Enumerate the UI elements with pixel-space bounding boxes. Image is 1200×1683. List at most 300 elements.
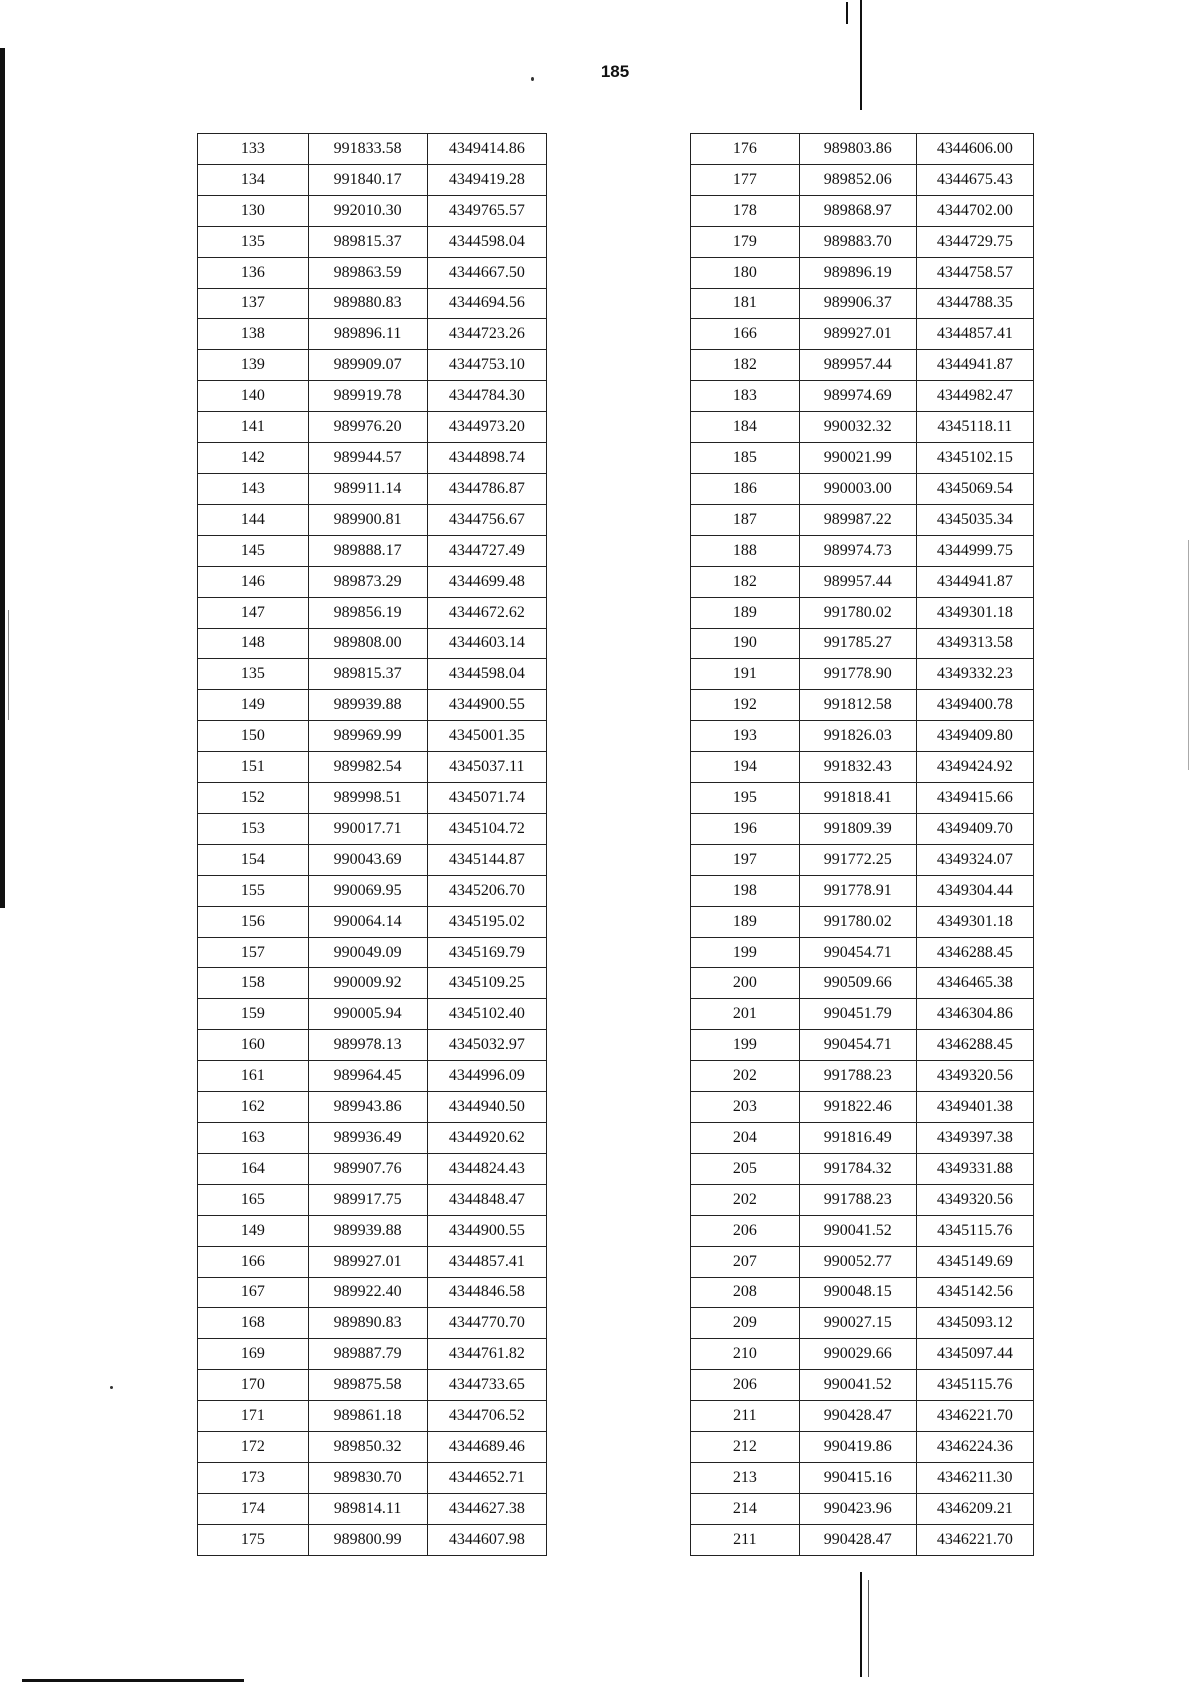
point-number-cell: 204	[691, 1123, 800, 1154]
y-coordinate-cell: 4344982.47	[916, 381, 1033, 412]
x-coordinate-cell: 989957.44	[799, 566, 916, 597]
left-table-row	[198, 1493, 547, 1524]
y-coordinate-cell: 4346221.70	[916, 1401, 1033, 1432]
y-coordinate-cell: 4349313.58	[916, 628, 1033, 659]
left-table-row	[198, 473, 547, 504]
left-table-row	[198, 412, 547, 443]
right-table-row	[691, 906, 1034, 937]
left-table-row	[198, 597, 547, 628]
y-coordinate-cell: 4344652.71	[427, 1462, 546, 1493]
point-number-cell: 154	[198, 844, 309, 875]
point-number-cell: 195	[691, 783, 800, 814]
right-table-row	[691, 164, 1034, 195]
left-table-row	[198, 1308, 547, 1339]
point-number-cell: 212	[691, 1432, 800, 1463]
x-coordinate-cell: 989815.37	[308, 659, 427, 690]
y-coordinate-cell: 4345097.44	[916, 1339, 1033, 1370]
x-coordinate-cell: 990021.99	[799, 443, 916, 474]
y-coordinate-cell: 4345115.76	[916, 1215, 1033, 1246]
y-coordinate-cell: 4344920.62	[427, 1123, 546, 1154]
point-number-cell: 164	[198, 1153, 309, 1184]
y-coordinate-cell: 4344689.46	[427, 1432, 546, 1463]
x-coordinate-cell: 991788.23	[799, 1061, 916, 1092]
x-coordinate-cell: 989974.73	[799, 535, 916, 566]
x-coordinate-cell: 989861.18	[308, 1401, 427, 1432]
left-table-row	[198, 721, 547, 752]
x-coordinate-cell: 991784.32	[799, 1153, 916, 1184]
point-number-cell: 177	[691, 164, 800, 195]
y-coordinate-cell: 4344786.87	[427, 473, 546, 504]
x-coordinate-cell: 989873.29	[308, 566, 427, 597]
point-number-cell: 196	[691, 813, 800, 844]
left-table-row	[198, 844, 547, 875]
right-table-row	[691, 226, 1034, 257]
x-coordinate-cell: 989917.75	[308, 1184, 427, 1215]
point-number-cell: 169	[198, 1339, 309, 1370]
x-coordinate-cell: 989856.19	[308, 597, 427, 628]
point-number-cell: 142	[198, 443, 309, 474]
x-coordinate-cell: 991826.03	[799, 721, 916, 752]
x-coordinate-cell: 991832.43	[799, 752, 916, 783]
right-table-row	[691, 597, 1034, 628]
point-number-cell: 141	[198, 412, 309, 443]
right-table-row	[691, 257, 1034, 288]
point-number-cell: 143	[198, 473, 309, 504]
y-coordinate-cell: 4346221.70	[916, 1524, 1033, 1555]
point-number-cell: 202	[691, 1061, 800, 1092]
point-number-cell: 213	[691, 1462, 800, 1493]
point-number-cell: 176	[691, 134, 800, 165]
x-coordinate-cell: 989896.19	[799, 257, 916, 288]
point-number-cell: 172	[198, 1432, 309, 1463]
x-coordinate-cell: 989814.11	[308, 1493, 427, 1524]
point-number-cell: 138	[198, 319, 309, 350]
x-coordinate-cell: 990428.47	[799, 1401, 916, 1432]
y-coordinate-cell: 4349304.44	[916, 875, 1033, 906]
y-coordinate-cell: 4344973.20	[427, 412, 546, 443]
right-table-row	[691, 659, 1034, 690]
point-number-cell: 139	[198, 350, 309, 381]
right-table-row	[691, 1061, 1034, 1092]
point-number-cell: 163	[198, 1123, 309, 1154]
x-coordinate-cell: 992010.30	[308, 195, 427, 226]
right-table-row	[691, 1092, 1034, 1123]
y-coordinate-cell: 4345035.34	[916, 504, 1033, 535]
y-coordinate-cell: 4349401.38	[916, 1092, 1033, 1123]
left-table-row	[198, 1123, 547, 1154]
x-coordinate-cell: 989943.86	[308, 1092, 427, 1123]
point-number-cell: 168	[198, 1308, 309, 1339]
y-coordinate-cell: 4344770.70	[427, 1308, 546, 1339]
point-number-cell: 151	[198, 752, 309, 783]
x-coordinate-cell: 989974.69	[799, 381, 916, 412]
y-coordinate-cell: 4349415.66	[916, 783, 1033, 814]
right-table-row	[691, 1370, 1034, 1401]
right-table-row	[691, 195, 1034, 226]
y-coordinate-cell: 4345195.02	[427, 906, 546, 937]
y-coordinate-cell: 4349424.92	[916, 752, 1033, 783]
right-table-row	[691, 937, 1034, 968]
y-coordinate-cell: 4346288.45	[916, 937, 1033, 968]
left-table-row	[198, 1370, 547, 1401]
x-coordinate-cell: 989888.17	[308, 535, 427, 566]
y-coordinate-cell: 4345037.11	[427, 752, 546, 783]
right-table-row	[691, 1462, 1034, 1493]
x-coordinate-cell: 989982.54	[308, 752, 427, 783]
right-table-row	[691, 1153, 1034, 1184]
x-coordinate-cell: 991833.58	[308, 134, 427, 165]
left-table-row	[198, 1061, 547, 1092]
right-table-row	[691, 566, 1034, 597]
right-table-row	[691, 1401, 1034, 1432]
x-coordinate-cell: 991822.46	[799, 1092, 916, 1123]
point-number-cell: 198	[691, 875, 800, 906]
y-coordinate-cell: 4344756.67	[427, 504, 546, 535]
x-coordinate-cell: 990032.32	[799, 412, 916, 443]
right-table-row	[691, 1308, 1034, 1339]
right-table-row	[691, 134, 1034, 165]
scan-edge-line	[8, 610, 9, 720]
x-coordinate-cell: 990048.15	[799, 1277, 916, 1308]
point-number-cell: 136	[198, 257, 309, 288]
y-coordinate-cell: 4345169.79	[427, 937, 546, 968]
right-table-row	[691, 1030, 1034, 1061]
x-coordinate-cell: 990415.16	[799, 1462, 916, 1493]
y-coordinate-cell: 4344598.04	[427, 659, 546, 690]
point-number-cell: 186	[691, 473, 800, 504]
left-table-row	[198, 288, 547, 319]
y-coordinate-cell: 4345001.35	[427, 721, 546, 752]
point-number-cell: 192	[691, 690, 800, 721]
y-coordinate-cell: 4344999.75	[916, 535, 1033, 566]
left-table-row	[198, 875, 547, 906]
x-coordinate-cell: 989880.83	[308, 288, 427, 319]
point-number-cell: 153	[198, 813, 309, 844]
y-coordinate-cell: 4345109.25	[427, 968, 546, 999]
x-coordinate-cell: 990041.52	[799, 1215, 916, 1246]
point-number-cell: 184	[691, 412, 800, 443]
x-coordinate-cell: 989875.58	[308, 1370, 427, 1401]
x-coordinate-cell: 989957.44	[799, 350, 916, 381]
left-table-row	[198, 257, 547, 288]
y-coordinate-cell: 4344753.10	[427, 350, 546, 381]
x-coordinate-cell: 989800.99	[308, 1524, 427, 1555]
y-coordinate-cell: 4346465.38	[916, 968, 1033, 999]
point-number-cell: 147	[198, 597, 309, 628]
y-coordinate-cell: 4345115.76	[916, 1370, 1033, 1401]
x-coordinate-cell: 991788.23	[799, 1184, 916, 1215]
y-coordinate-cell: 4344598.04	[427, 226, 546, 257]
y-coordinate-cell: 4349332.23	[916, 659, 1033, 690]
x-coordinate-cell: 989852.06	[799, 164, 916, 195]
y-coordinate-cell: 4344846.58	[427, 1277, 546, 1308]
x-coordinate-cell: 989936.49	[308, 1123, 427, 1154]
y-coordinate-cell: 4349397.38	[916, 1123, 1033, 1154]
point-number-cell: 191	[691, 659, 800, 690]
point-number-cell: 181	[691, 288, 800, 319]
left-table-row	[198, 1277, 547, 1308]
point-number-cell: 156	[198, 906, 309, 937]
point-number-cell: 133	[198, 134, 309, 165]
point-number-cell: 157	[198, 937, 309, 968]
x-coordinate-cell: 990419.86	[799, 1432, 916, 1463]
point-number-cell: 178	[691, 195, 800, 226]
right-table-row	[691, 1246, 1034, 1277]
y-coordinate-cell: 4344940.50	[427, 1092, 546, 1123]
y-coordinate-cell: 4345032.97	[427, 1030, 546, 1061]
left-table-row	[198, 164, 547, 195]
left-table-row	[198, 443, 547, 474]
y-coordinate-cell: 4346224.36	[916, 1432, 1033, 1463]
y-coordinate-cell: 4349320.56	[916, 1061, 1033, 1092]
y-coordinate-cell: 4345093.12	[916, 1308, 1033, 1339]
point-number-cell: 180	[691, 257, 800, 288]
y-coordinate-cell: 4345069.54	[916, 473, 1033, 504]
point-number-cell: 189	[691, 597, 800, 628]
point-number-cell: 193	[691, 721, 800, 752]
left-table-row	[198, 783, 547, 814]
y-coordinate-cell: 4345206.70	[427, 875, 546, 906]
point-number-cell: 166	[198, 1246, 309, 1277]
y-coordinate-cell: 4344672.62	[427, 597, 546, 628]
x-coordinate-cell: 990049.09	[308, 937, 427, 968]
scan-edge-line-right	[1188, 540, 1189, 770]
y-coordinate-cell: 4344900.55	[427, 690, 546, 721]
point-number-cell: 206	[691, 1215, 800, 1246]
point-number-cell: 189	[691, 906, 800, 937]
x-coordinate-cell: 991785.27	[799, 628, 916, 659]
y-coordinate-cell: 4344941.87	[916, 566, 1033, 597]
x-coordinate-cell: 989907.76	[308, 1153, 427, 1184]
point-number-cell: 162	[198, 1092, 309, 1123]
y-coordinate-cell: 4346304.86	[916, 999, 1033, 1030]
right-table-row	[691, 1493, 1034, 1524]
left-table-row	[198, 968, 547, 999]
right-table-row	[691, 473, 1034, 504]
point-number-cell: 175	[198, 1524, 309, 1555]
x-coordinate-cell: 991816.49	[799, 1123, 916, 1154]
point-number-cell: 182	[691, 350, 800, 381]
x-coordinate-cell: 989909.07	[308, 350, 427, 381]
x-coordinate-cell: 991780.02	[799, 906, 916, 937]
point-number-cell: 209	[691, 1308, 800, 1339]
x-coordinate-cell: 989964.45	[308, 1061, 427, 1092]
y-coordinate-cell: 4344702.00	[916, 195, 1033, 226]
x-coordinate-cell: 990509.66	[799, 968, 916, 999]
y-coordinate-cell: 4345071.74	[427, 783, 546, 814]
right-table-row	[691, 381, 1034, 412]
x-coordinate-cell: 989939.88	[308, 1215, 427, 1246]
x-coordinate-cell: 989919.78	[308, 381, 427, 412]
scan-fold-line-top	[846, 2, 848, 24]
right-table-row	[691, 1277, 1034, 1308]
point-number-cell: 160	[198, 1030, 309, 1061]
point-number-cell: 158	[198, 968, 309, 999]
x-coordinate-cell: 989815.37	[308, 226, 427, 257]
left-table-row	[198, 1246, 547, 1277]
x-coordinate-cell: 989906.37	[799, 288, 916, 319]
point-number-cell: 173	[198, 1462, 309, 1493]
y-coordinate-cell: 4344627.38	[427, 1493, 546, 1524]
right-table-row	[691, 319, 1034, 350]
point-number-cell: 148	[198, 628, 309, 659]
point-number-cell: 146	[198, 566, 309, 597]
y-coordinate-cell: 4345149.69	[916, 1246, 1033, 1277]
y-coordinate-cell: 4344675.43	[916, 164, 1033, 195]
y-coordinate-cell: 4349414.86	[427, 134, 546, 165]
point-number-cell: 185	[691, 443, 800, 474]
left-table-row	[198, 1462, 547, 1493]
right-table-row	[691, 813, 1034, 844]
x-coordinate-cell: 989803.86	[799, 134, 916, 165]
left-table-row	[198, 1092, 547, 1123]
left-table-row	[198, 906, 547, 937]
y-coordinate-cell: 4344898.74	[427, 443, 546, 474]
y-coordinate-cell: 4344727.49	[427, 535, 546, 566]
point-number-cell: 145	[198, 535, 309, 566]
right-table-row	[691, 350, 1034, 381]
point-number-cell: 134	[198, 164, 309, 195]
x-coordinate-cell: 989883.70	[799, 226, 916, 257]
right-table-row	[691, 783, 1034, 814]
point-number-cell: 171	[198, 1401, 309, 1432]
x-coordinate-cell: 989978.13	[308, 1030, 427, 1061]
point-number-cell: 165	[198, 1184, 309, 1215]
left-table-row	[198, 566, 547, 597]
y-coordinate-cell: 4344603.14	[427, 628, 546, 659]
y-coordinate-cell: 4344699.48	[427, 566, 546, 597]
x-coordinate-cell: 990005.94	[308, 999, 427, 1030]
scan-fold-line-bottom	[860, 1572, 862, 1677]
point-number-cell: 199	[691, 1030, 800, 1061]
point-number-cell: 166	[691, 319, 800, 350]
coordinates-table-left-body	[198, 134, 547, 1556]
point-number-cell: 174	[198, 1493, 309, 1524]
point-number-cell: 161	[198, 1061, 309, 1092]
x-coordinate-cell: 989890.83	[308, 1308, 427, 1339]
point-number-cell: 202	[691, 1184, 800, 1215]
y-coordinate-cell: 4345144.87	[427, 844, 546, 875]
right-table-row	[691, 999, 1034, 1030]
point-number-cell: 144	[198, 504, 309, 535]
point-number-cell: 182	[691, 566, 800, 597]
point-number-cell: 135	[198, 659, 309, 690]
scan-speck	[531, 77, 534, 81]
left-table-row	[198, 1401, 547, 1432]
x-coordinate-cell: 991778.91	[799, 875, 916, 906]
left-table-row	[198, 999, 547, 1030]
y-coordinate-cell: 4349400.78	[916, 690, 1033, 721]
x-coordinate-cell: 991818.41	[799, 783, 916, 814]
point-number-cell: 206	[691, 1370, 800, 1401]
point-number-cell: 135	[198, 226, 309, 257]
point-number-cell: 211	[691, 1524, 800, 1555]
y-coordinate-cell: 4344900.55	[427, 1215, 546, 1246]
left-table-row	[198, 195, 547, 226]
y-coordinate-cell: 4344667.50	[427, 257, 546, 288]
x-coordinate-cell: 989911.14	[308, 473, 427, 504]
scan-fold-line-bottom-faint	[868, 1580, 869, 1677]
left-table-row	[198, 659, 547, 690]
point-number-cell: 130	[198, 195, 309, 226]
point-number-cell: 200	[691, 968, 800, 999]
point-number-cell: 208	[691, 1277, 800, 1308]
x-coordinate-cell: 990451.79	[799, 999, 916, 1030]
left-table-row	[198, 752, 547, 783]
left-table-row	[198, 504, 547, 535]
x-coordinate-cell: 991812.58	[799, 690, 916, 721]
x-coordinate-cell: 989939.88	[308, 690, 427, 721]
y-coordinate-cell: 4349765.57	[427, 195, 546, 226]
right-table-row	[691, 1215, 1034, 1246]
left-table-row	[198, 1339, 547, 1370]
x-coordinate-cell: 989887.79	[308, 1339, 427, 1370]
point-number-cell: 207	[691, 1246, 800, 1277]
left-table-row	[198, 535, 547, 566]
x-coordinate-cell: 990009.92	[308, 968, 427, 999]
x-coordinate-cell: 990017.71	[308, 813, 427, 844]
point-number-cell: 190	[691, 628, 800, 659]
left-table-row	[198, 1030, 547, 1061]
x-coordinate-cell: 989987.22	[799, 504, 916, 535]
left-table-row	[198, 628, 547, 659]
x-coordinate-cell: 991780.02	[799, 597, 916, 628]
y-coordinate-cell: 4344706.52	[427, 1401, 546, 1432]
y-coordinate-cell: 4345118.11	[916, 412, 1033, 443]
x-coordinate-cell: 990428.47	[799, 1524, 916, 1555]
right-table-row	[691, 1339, 1034, 1370]
x-coordinate-cell: 989927.01	[308, 1246, 427, 1277]
y-coordinate-cell: 4344761.82	[427, 1339, 546, 1370]
y-coordinate-cell: 4344857.41	[427, 1246, 546, 1277]
point-number-cell: 197	[691, 844, 800, 875]
scan-bottom-rule	[22, 1679, 244, 1682]
scan-fold-line-top-long	[860, 0, 862, 110]
y-coordinate-cell: 4345142.56	[916, 1277, 1033, 1308]
x-coordinate-cell: 990064.14	[308, 906, 427, 937]
point-number-cell: 194	[691, 752, 800, 783]
point-number-cell: 150	[198, 721, 309, 752]
right-table-row	[691, 628, 1034, 659]
point-number-cell: 167	[198, 1277, 309, 1308]
point-number-cell: 201	[691, 999, 800, 1030]
right-table-row	[691, 1524, 1034, 1555]
point-number-cell: 183	[691, 381, 800, 412]
x-coordinate-cell: 990423.96	[799, 1493, 916, 1524]
y-coordinate-cell: 4349301.18	[916, 597, 1033, 628]
y-coordinate-cell: 4344729.75	[916, 226, 1033, 257]
right-table-row	[691, 721, 1034, 752]
right-table-row	[691, 968, 1034, 999]
x-coordinate-cell: 989922.40	[308, 1277, 427, 1308]
x-coordinate-cell: 991809.39	[799, 813, 916, 844]
left-table-row	[198, 690, 547, 721]
coordinates-table-right-body	[691, 134, 1034, 1556]
y-coordinate-cell: 4344996.09	[427, 1061, 546, 1092]
x-coordinate-cell: 989969.99	[308, 721, 427, 752]
right-table-row	[691, 690, 1034, 721]
left-table-row	[198, 134, 547, 165]
y-coordinate-cell: 4344694.56	[427, 288, 546, 319]
x-coordinate-cell: 989976.20	[308, 412, 427, 443]
left-table-row	[198, 1524, 547, 1555]
x-coordinate-cell: 990052.77	[799, 1246, 916, 1277]
scan-speck	[110, 1386, 113, 1389]
x-coordinate-cell: 989944.57	[308, 443, 427, 474]
y-coordinate-cell: 4345102.40	[427, 999, 546, 1030]
y-coordinate-cell: 4349331.88	[916, 1153, 1033, 1184]
y-coordinate-cell: 4349301.18	[916, 906, 1033, 937]
